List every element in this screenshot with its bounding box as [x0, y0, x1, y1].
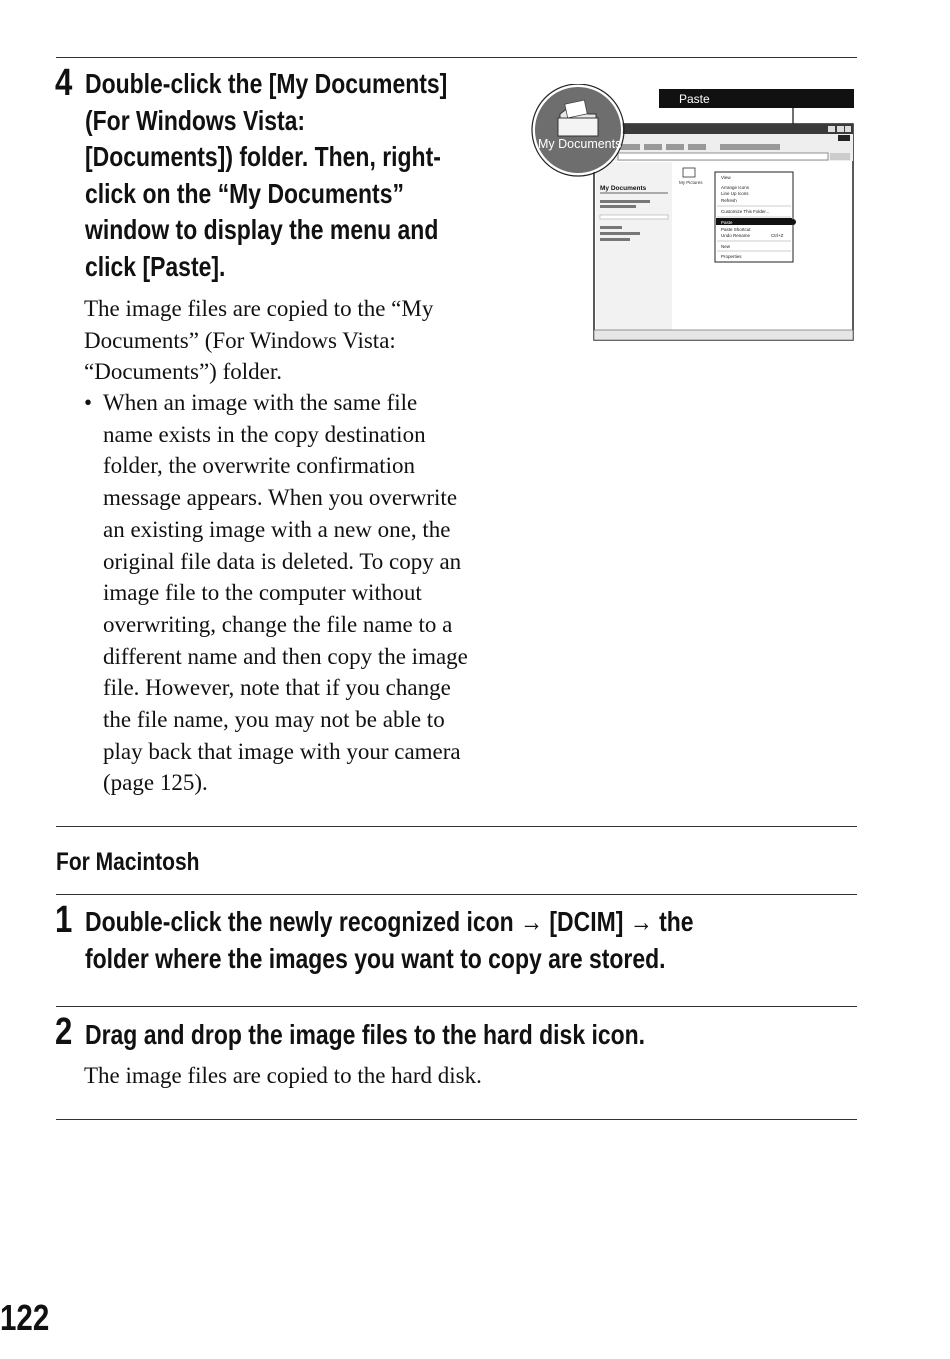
bullet-line: different name and then copy the image: [103, 643, 468, 669]
menu-shortcut: Ctrl+Z: [771, 233, 784, 238]
menu-item-view: View: [721, 175, 731, 180]
heading-line: Double-click the newly recognized icon → [DCIM] → the: [85, 906, 694, 937]
menu-item-undo-rename: Undo Rename: [721, 233, 751, 238]
overwrite-note-text: [103, 387, 468, 799]
bullet-line: message appears. When you overwrite: [103, 485, 458, 511]
bullet-line: the file name, you may not be able to: [103, 707, 445, 733]
paste-callout-label: Paste: [679, 92, 710, 106]
heading-line: click [Paste].: [85, 250, 226, 282]
heading-line: (For Windows Vista:: [85, 104, 306, 136]
body-line: Documents” (For Windows Vista:: [84, 327, 396, 353]
menu-item-paste-shortcut: Paste Shortcut: [721, 227, 751, 232]
step-1-heading: [85, 904, 694, 977]
menu-item-new: New: [721, 244, 731, 249]
folder-label: My Pictures: [679, 180, 703, 185]
bullet-line: When an image with the same file: [103, 390, 418, 415]
section-rule: [56, 1006, 857, 1007]
bullet-line: overwriting, change the file name to a: [103, 611, 453, 637]
panel-title: My Documents: [600, 185, 647, 192]
heading-line: window to display the menu and: [85, 214, 439, 246]
menu-item-refresh: Refresh: [721, 198, 737, 203]
heading-line: Double-click the [My Documents]: [85, 68, 448, 99]
menu-item-paste: Paste: [721, 220, 733, 225]
my-documents-screenshot: [530, 84, 858, 346]
step-number-4: 4: [55, 62, 73, 104]
bullet-line: image file to the computer without: [103, 580, 422, 606]
bullet-line: (page 125).: [103, 770, 208, 796]
step-4-heading: [85, 66, 447, 286]
step-2-heading: Drag and drop the image files to the hard disk icon.: [85, 1019, 646, 1050]
heading-line: folder where the images you want to copy are stored.: [85, 942, 666, 974]
menu-item-arrange-icons: Arrange Icons: [721, 185, 750, 190]
bullet-line: folder, the overwrite confirmation: [103, 453, 416, 479]
bullet-mark: •: [84, 390, 93, 415]
page-number: 122: [0, 1297, 50, 1338]
bottom-rule: [56, 1119, 857, 1120]
bullet-line: name exists in the copy destination: [103, 421, 426, 447]
menu-item-customize: Customize This Folder...: [721, 209, 770, 214]
step-4-body: [84, 293, 433, 388]
menu-item-line-up-icons: Line Up Icons: [721, 191, 749, 196]
menu-item-properties: Properties: [721, 254, 742, 259]
macintosh-title: For Macintosh: [56, 848, 200, 876]
bullet-line: original file data is deleted. To copy an: [103, 548, 462, 574]
body-line: The image files are copied to the “My: [84, 296, 434, 321]
heading-line: [Documents]) folder. Then, right-: [85, 141, 441, 173]
section-rule: [56, 826, 857, 827]
my-documents-label: My Documents: [538, 137, 622, 151]
body-line: “Documents”) folder.: [84, 359, 282, 385]
heading-line: click on the “My Documents”: [85, 177, 404, 209]
top-rule: [56, 57, 857, 58]
step-number-1: 1: [55, 899, 73, 941]
section-rule: [56, 894, 857, 895]
bullet-line: file. However, note that if you change: [103, 675, 451, 701]
bullet-line: an existing image with a new one, the: [103, 516, 451, 542]
step-number-2: 2: [55, 1011, 73, 1053]
step-2-body: The image files are copied to the hard disk.: [84, 1063, 482, 1088]
bullet-line: play back that image with your camera: [103, 738, 461, 764]
